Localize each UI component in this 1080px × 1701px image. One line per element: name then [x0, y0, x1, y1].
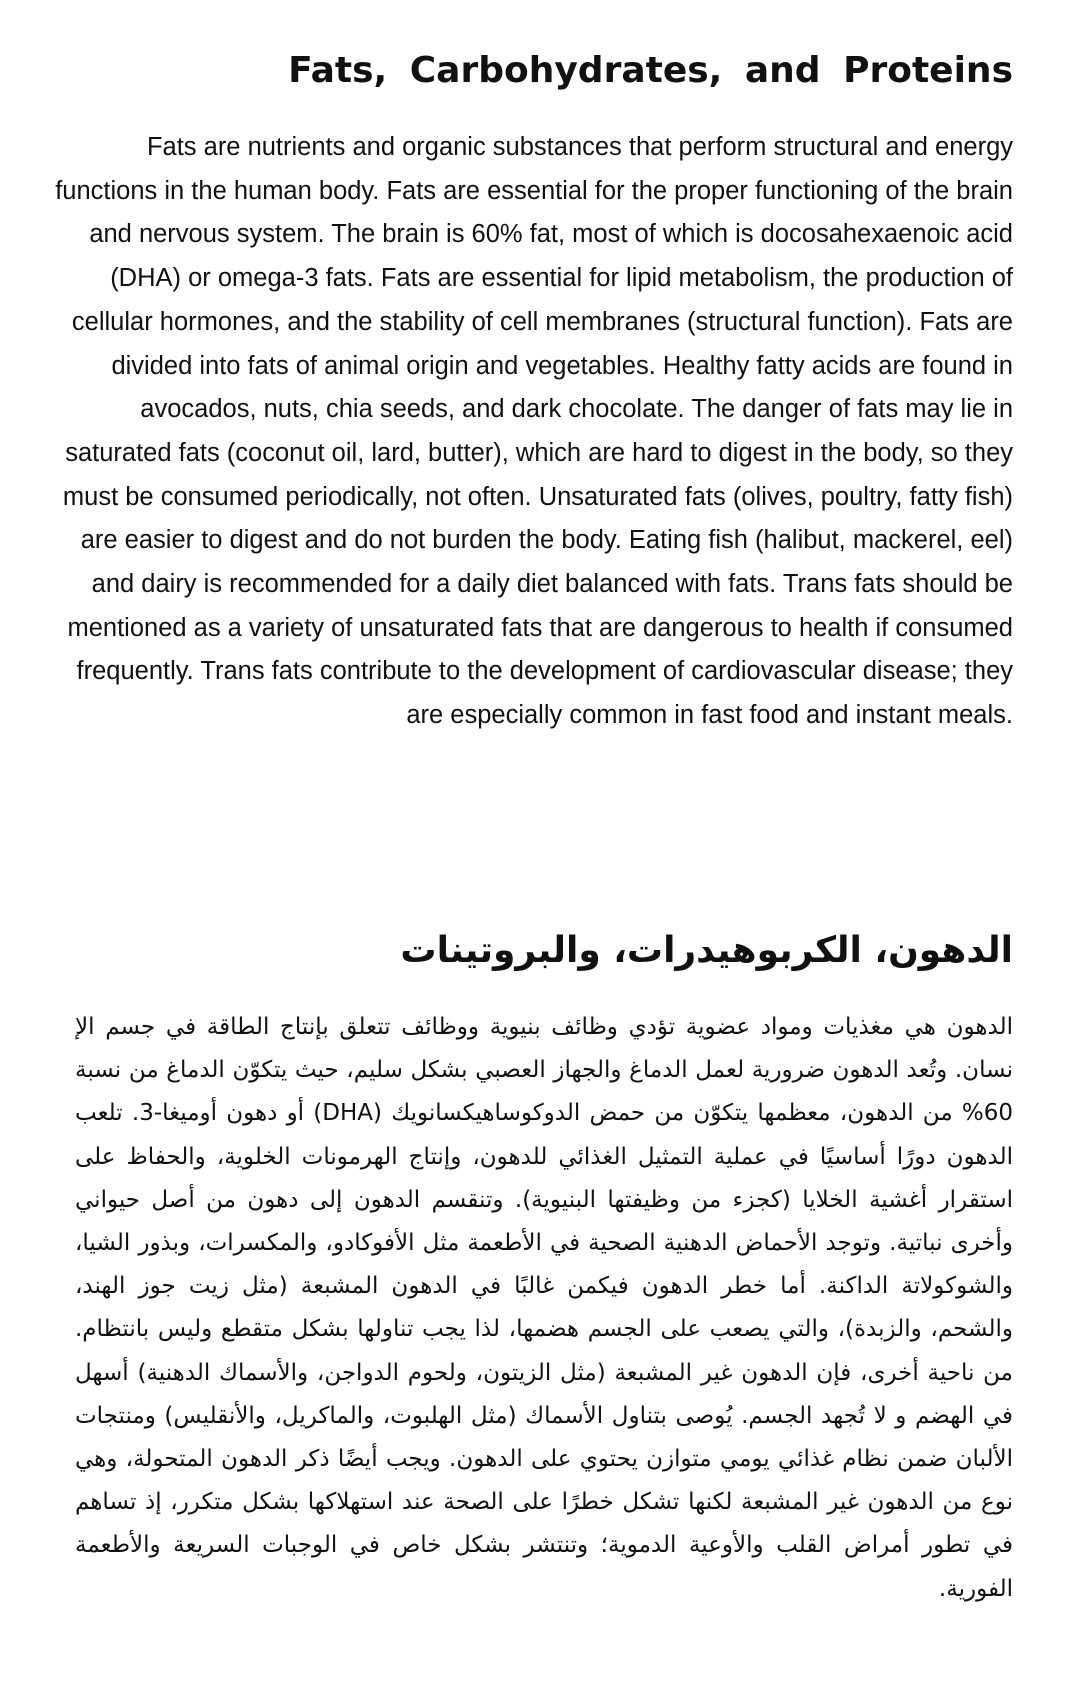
english-title: Fats, Carbohydrates, and Proteins: [288, 50, 1013, 91]
english-paragraph: Fats are nutrients and organic substances that perform structural and energy functions in the human body. Fats are essential for the proper functioning of the brain and nervous system. The brain is 60% fat, most of which is docosahexaenoic acid (DHA) or omega-3 fats. Fats are essential for lipid metabolism, the production of cellular hormones, and the stability of cell membranes (structural function). Fats are divided into fats of animal origin and vegetables. Healthy fatty acids are found in avocados, nuts, chia seeds, and dark chocolate. The danger of fats may lie in saturated fats (coconut oil, lard, butter), which are hard to digest in the body, so they must be consumed periodically, not often. Unsaturated fats (olives, poultry, fatty fish) are easier to digest and do not burden the body. Eating fish (halibut, mackerel, eel) and dairy is recommended for a daily diet balanced with fats. Trans fats should be mentioned as a variety of unsaturated fats that are dangerous to health if consumed frequently. Trans fats contribute to the development of cardiovascular disease; they are especially common in fast food and instant meals.: [55, 133, 1013, 730]
arabic-section: [75, 918, 1013, 1611]
arabic-paragraph: الدهون هي مغذيات ومواد عضوية تؤدي وظائف بنيوية ووظائف تتعلق بإنتاج الطاقة في جسم الإ نسان. وتُعد الدهون ضرورية لعمل الدماغ والجهاز العصبي بشكل سليم، حيث يتكوّن الدماغ من نسبة 60% من الدهون، معظمها يتكوّن من حمض الدوكوساهيكسانويك (DHA) أو دهون أوميغا-3. تلعب الدهون دورًا أساسيًا في عملية التمثيل الغذائي للدهون، وإنتاج الهرمونات الخلوية، والحفاظ على استقرار أغشية الخلايا (كجزء من وظيفتها البنيوية). وتنقسم الدهون إلى دهون من أصل حيواني وأخرى نباتية. وتوجد الأحماض الدهنية الصحية في الأطعمة مثل الأفوكادو، والمكسرات، وبذور الشيا، والشوكولاتة الداكنة. أما خطر الدهون فيكمن غالبًا في الدهون المشبعة (مثل زيت جوز الهند، والشحم، والزبدة)، والتي يصعب على الجسم هضمها، لذا يجب تناولها بشكل متقطع وليس بانتظام. من ناحية أخرى، فإن الدهون غير المشبعة (مثل الزيتون، ولحوم الدواجن، والأسماك الدهنية) أسهل في الهضم و لا تُجهد الجسم. يُوصى بتناول الأسماك (مثل الهلبوت، والماكريل، والأنقليس) ومنتجات الألبان ضمن نظام غذائي يومي متوازن يحتوي على الدهون. ويجب أيضًا ذكر الدهون المتحولة، وهي نوع من الدهون غير المشبعة لكنها تشكل خطرًا على الصحة عند استهلاكها بشكل متكرر، إذ تساهم في تطور أمراض القلب والأوعية الدموية؛ وتنتشر بشكل خاص في الوجبات السريعة والأطعمة الفورية.: [75, 1014, 1013, 1602]
arabic-title: الدهون، الكربوهيدرات، والبروتينات: [400, 930, 1013, 971]
english-section: [55, 38, 1013, 738]
